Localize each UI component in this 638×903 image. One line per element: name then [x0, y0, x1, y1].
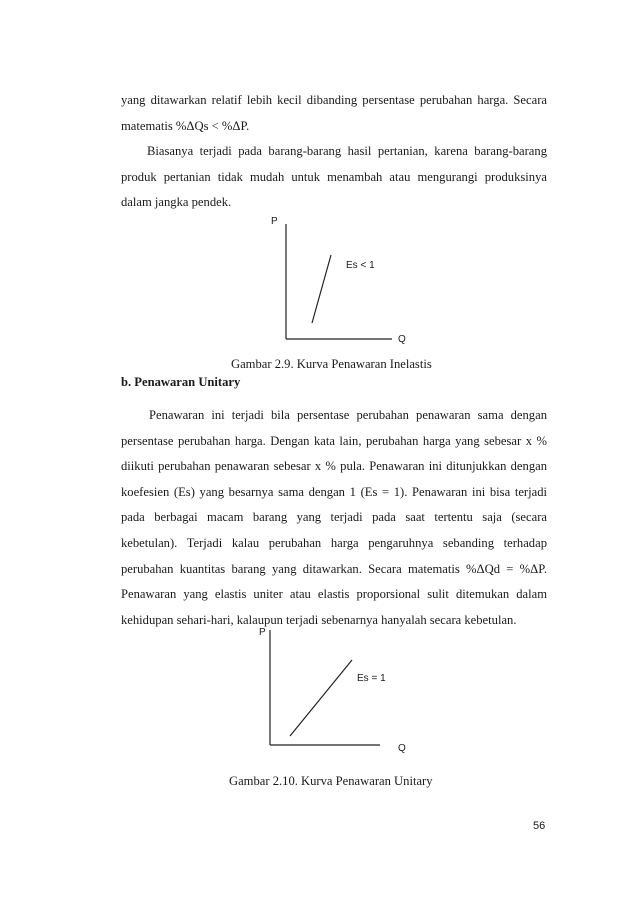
x-axis-label: Q: [398, 334, 406, 345]
text-line: produk pertanian tidak mudah untuk menambah atau mengurangi produksinya: [121, 169, 547, 184]
figure-caption: Gambar 2.9. Kurva Penawaran Inelastis: [231, 357, 432, 371]
text-line: perubahan kuantitas barang yang ditawarkan. Secara matematis %ΔQd = %ΔP.: [121, 561, 547, 576]
supply-curve: [290, 660, 352, 736]
text-line: Penawaran yang elastis uniter atau elastis proporsional sulit ditemukan dalam: [121, 587, 547, 602]
y-axis-label: P: [259, 627, 266, 638]
text-line: dalam jangka pendek.: [121, 195, 232, 210]
text-line: pada berbagai macam barang yang terjadi pada saat tertentu saja (secara: [121, 510, 547, 525]
text-line: yang ditawarkan relatif lebih kecil dibanding persentase perubahan harga. Secara: [121, 93, 547, 107]
text-line: diikuti perubahan penawaran sebesar x % pula. Penawaran ini ditunjukkan dengan: [121, 459, 547, 474]
curve-label: Es < 1: [346, 260, 375, 271]
page-number: 56: [533, 820, 546, 832]
text-line: Biasanya terjadi pada barang-barang hasil pertanian, karena barang-barang: [147, 144, 547, 158]
text-line: koefesien (Es) yang besarnya sama dengan 1 (Es = 1). Penawaran ini bisa terjadi: [121, 484, 547, 499]
text-line: persentase perubahan harga. Dengan kata lain, perubahan harga yang sebesar x %: [121, 433, 547, 448]
text-line: matematis %ΔQs < %ΔP.: [121, 118, 250, 133]
text-line: kebetulan). Terjadi kalau perubahan harga pengaruhnya sebanding terhadap: [121, 535, 547, 550]
curve-label: Es = 1: [357, 673, 386, 684]
text-line: kehidupan sehari-hari, kalaupun terjadi sebenarnya hanyalah secara kebetulan.: [121, 612, 517, 627]
figure-caption: Gambar 2.10. Kurva Penawaran Unitary: [229, 774, 433, 788]
x-axis-label: Q: [398, 743, 406, 754]
text-line: Penawaran ini terjadi bila persentase perubahan penawaran sama dengan: [149, 408, 547, 422]
y-axis-label: P: [271, 216, 278, 227]
section-heading: b. Penawaran Unitary: [121, 375, 241, 389]
